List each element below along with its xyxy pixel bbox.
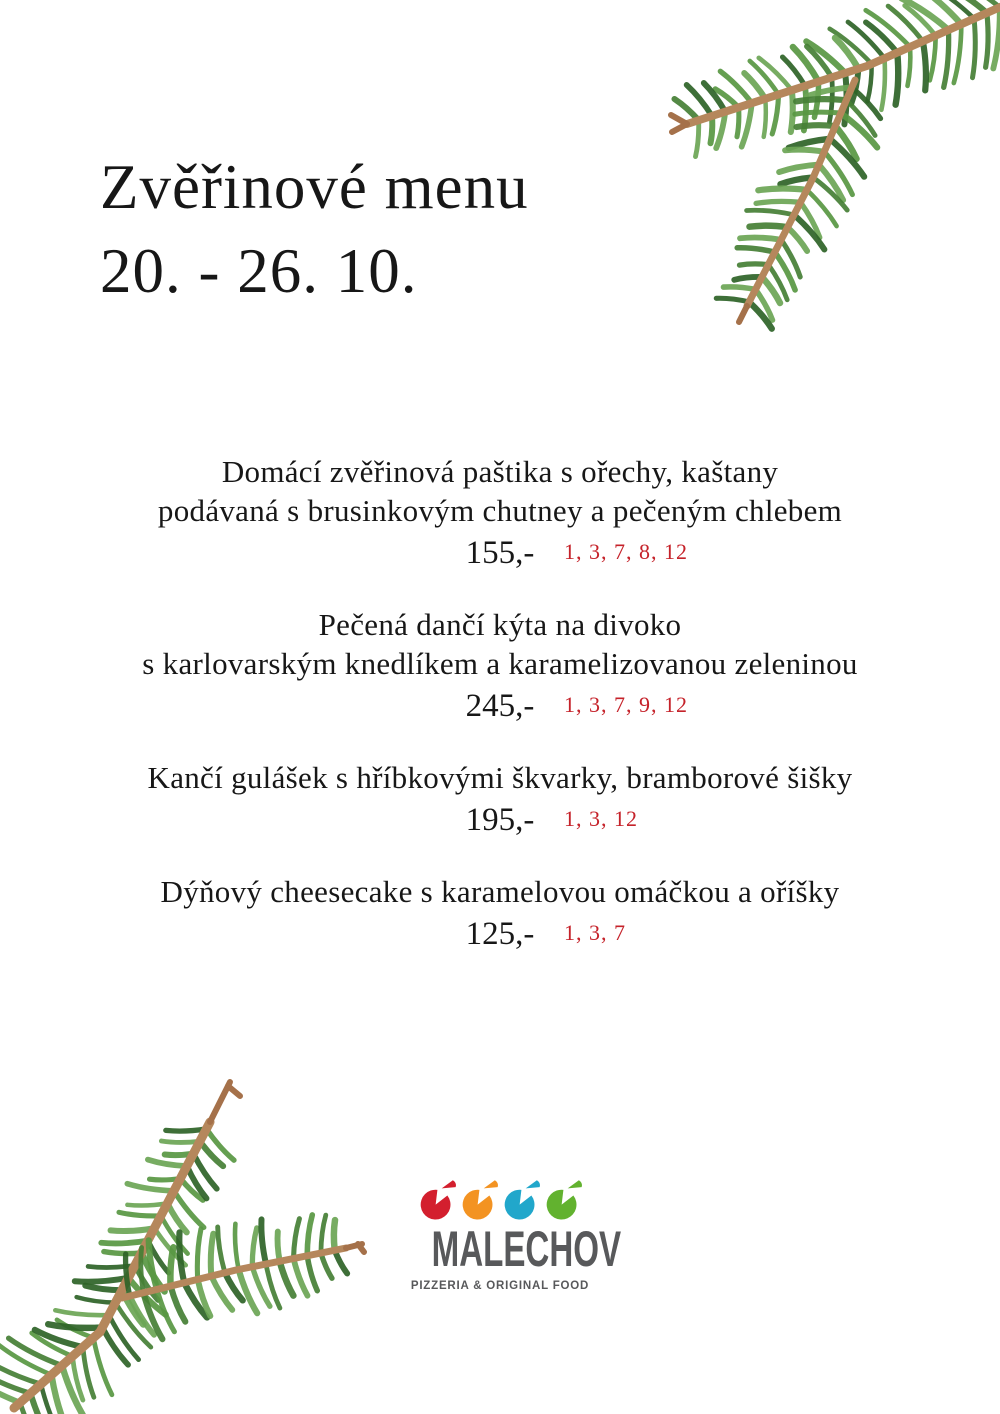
spruce-branch-illustration (615, 0, 1000, 362)
pizza-icons-row (405, 1178, 595, 1222)
menu-item (0, 872, 1000, 952)
menu-items (0, 452, 1000, 986)
dish-name-line: Dýňový cheesecake s karamelovou omáčkou a oříšky (160, 874, 840, 909)
spruce-branch-illustration (0, 1036, 402, 1414)
logo-tagline: PIZZERIA & ORIGINAL FOOD (410, 1280, 590, 1292)
pizza-slice-icon (459, 1178, 500, 1222)
price-row (0, 802, 1000, 838)
allergen-numbers: 1, 3, 12 (564, 806, 638, 831)
price-row (0, 535, 1000, 571)
dish-name-line: podávaná s brusinkovým chutney a pečeným chlebem (157, 493, 843, 528)
menu-title-block (100, 146, 529, 314)
restaurant-logo (405, 1178, 622, 1292)
dish-name-line: Pečená dančí kýta na divoko (318, 607, 682, 642)
menu-title: Zvěřinové menu (100, 152, 529, 222)
price-row (0, 916, 1000, 952)
dish-price: 195,- (465, 802, 535, 838)
allergen-numbers: 1, 3, 7, 9, 12 (564, 692, 688, 717)
allergen-numbers: 1, 3, 7 (564, 920, 626, 945)
price-row (0, 688, 1000, 724)
dish-name-line: s karlovarským knedlíkem a karamelizovanou zeleninou (142, 646, 858, 681)
menu-date-range: 20. - 26. 10. (100, 235, 418, 306)
menu-item (0, 452, 1000, 571)
logo-wordmark: MALECHOV (431, 1220, 622, 1277)
pizza-slice-icon (417, 1178, 458, 1222)
menu-item (0, 758, 1000, 838)
pizza-slice-icon (543, 1178, 584, 1222)
pizza-slice-icon (501, 1178, 542, 1222)
dish-name-line: Kančí gulášek s hříbkovými škvarky, bramborové šišky (147, 760, 853, 795)
dish-price: 155,- (465, 535, 535, 571)
menu-item (0, 605, 1000, 724)
allergen-numbers: 1, 3, 7, 8, 12 (564, 539, 688, 564)
dish-price: 245,- (465, 688, 535, 724)
dish-name-line: Domácí zvěřinová paštika s ořechy, kaštany (221, 454, 779, 489)
dish-price: 125,- (465, 916, 535, 952)
